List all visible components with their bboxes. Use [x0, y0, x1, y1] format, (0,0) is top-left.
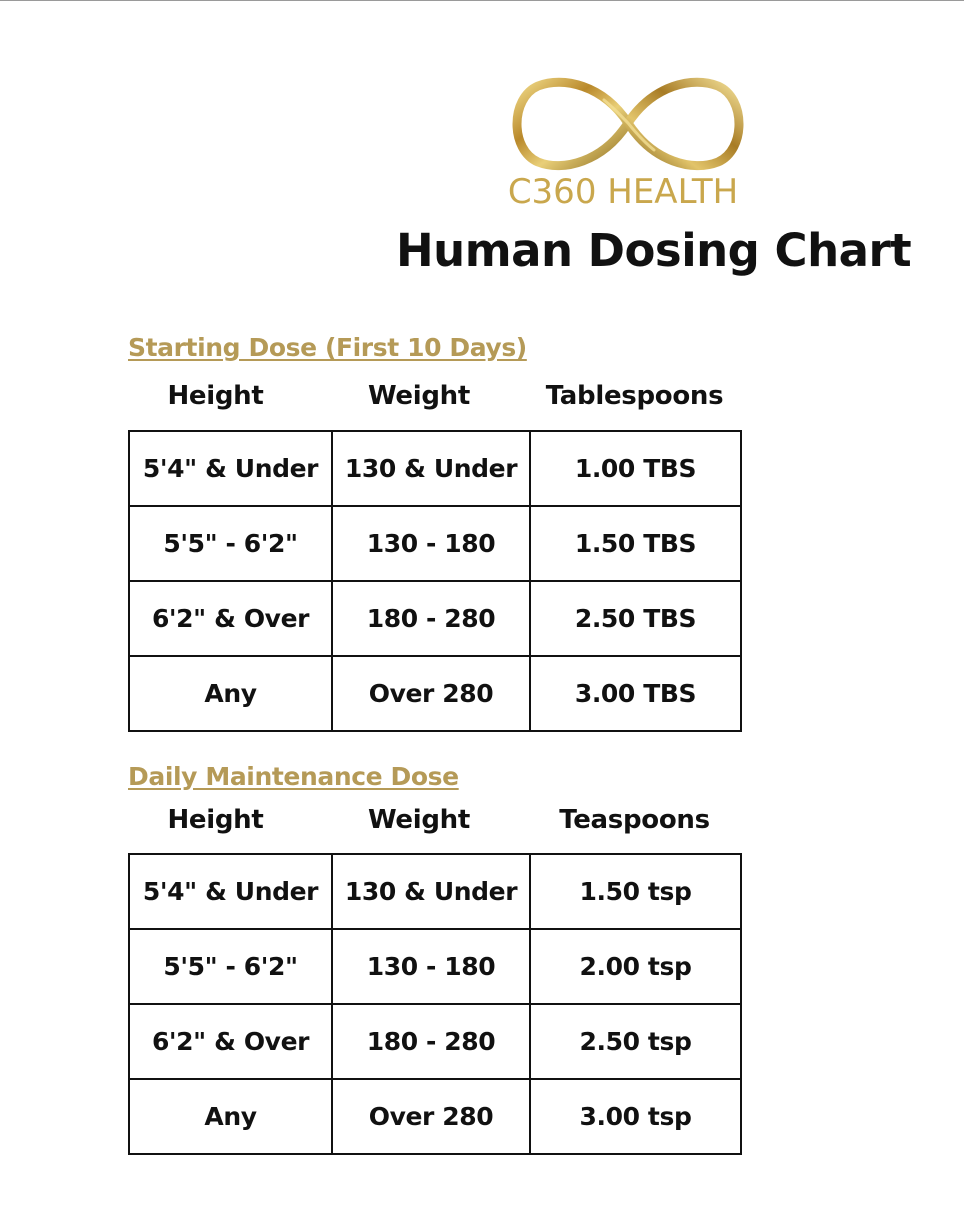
top-edge-line — [0, 0, 964, 1]
table-row — [129, 581, 741, 656]
page-title: Human Dosing Chart — [396, 224, 912, 277]
weight-cell: 130 - 180 — [332, 506, 530, 581]
table-row — [129, 1004, 741, 1079]
table-row — [129, 506, 741, 581]
maintenance-col-height: Height — [167, 805, 264, 835]
table-row — [129, 656, 741, 731]
height-cell: 5'5" - 6'2" — [129, 929, 332, 1004]
brand-name: C360 HEALTH — [507, 172, 739, 212]
table-row — [129, 431, 741, 506]
dose-cell: 1.50 TBS — [530, 506, 741, 581]
maintenance-dose-table — [128, 853, 742, 1155]
starting-dose-heading: Starting Dose (First 10 Days) — [128, 333, 527, 362]
weight-cell: 130 - 180 — [332, 929, 530, 1004]
height-cell: Any — [129, 1079, 332, 1154]
maintenance-col-teaspoons: Teaspoons — [559, 805, 710, 835]
height-cell: 5'4" & Under — [129, 431, 332, 506]
starting-dose-table — [128, 430, 742, 732]
table-row — [129, 929, 741, 1004]
dose-cell: 2.00 tsp — [530, 929, 741, 1004]
height-cell: Any — [129, 656, 332, 731]
weight-cell: Over 280 — [332, 656, 530, 731]
weight-cell: 130 & Under — [332, 431, 530, 506]
dose-cell: 2.50 tsp — [530, 1004, 741, 1079]
starting-col-height: Height — [167, 381, 264, 411]
table-row — [129, 1079, 741, 1154]
height-cell: 6'2" & Over — [129, 1004, 332, 1079]
dose-cell: 2.50 TBS — [530, 581, 741, 656]
dose-cell: 1.00 TBS — [530, 431, 741, 506]
weight-cell: 180 - 280 — [332, 1004, 530, 1079]
table-row — [129, 854, 741, 929]
dose-cell: 3.00 TBS — [530, 656, 741, 731]
starting-col-tablespoons: Tablespoons — [545, 381, 724, 411]
maintenance-col-weight: Weight — [367, 805, 471, 835]
infinity-icon — [508, 70, 748, 176]
starting-col-weight: Weight — [367, 381, 471, 411]
dose-cell: 3.00 tsp — [530, 1079, 741, 1154]
weight-cell: 180 - 280 — [332, 581, 530, 656]
dose-cell: 1.50 tsp — [530, 854, 741, 929]
height-cell: 6'2" & Over — [129, 581, 332, 656]
height-cell: 5'5" - 6'2" — [129, 506, 332, 581]
maintenance-dose-heading: Daily Maintenance Dose — [128, 762, 459, 791]
height-cell: 5'4" & Under — [129, 854, 332, 929]
weight-cell: 130 & Under — [332, 854, 530, 929]
weight-cell: Over 280 — [332, 1079, 530, 1154]
